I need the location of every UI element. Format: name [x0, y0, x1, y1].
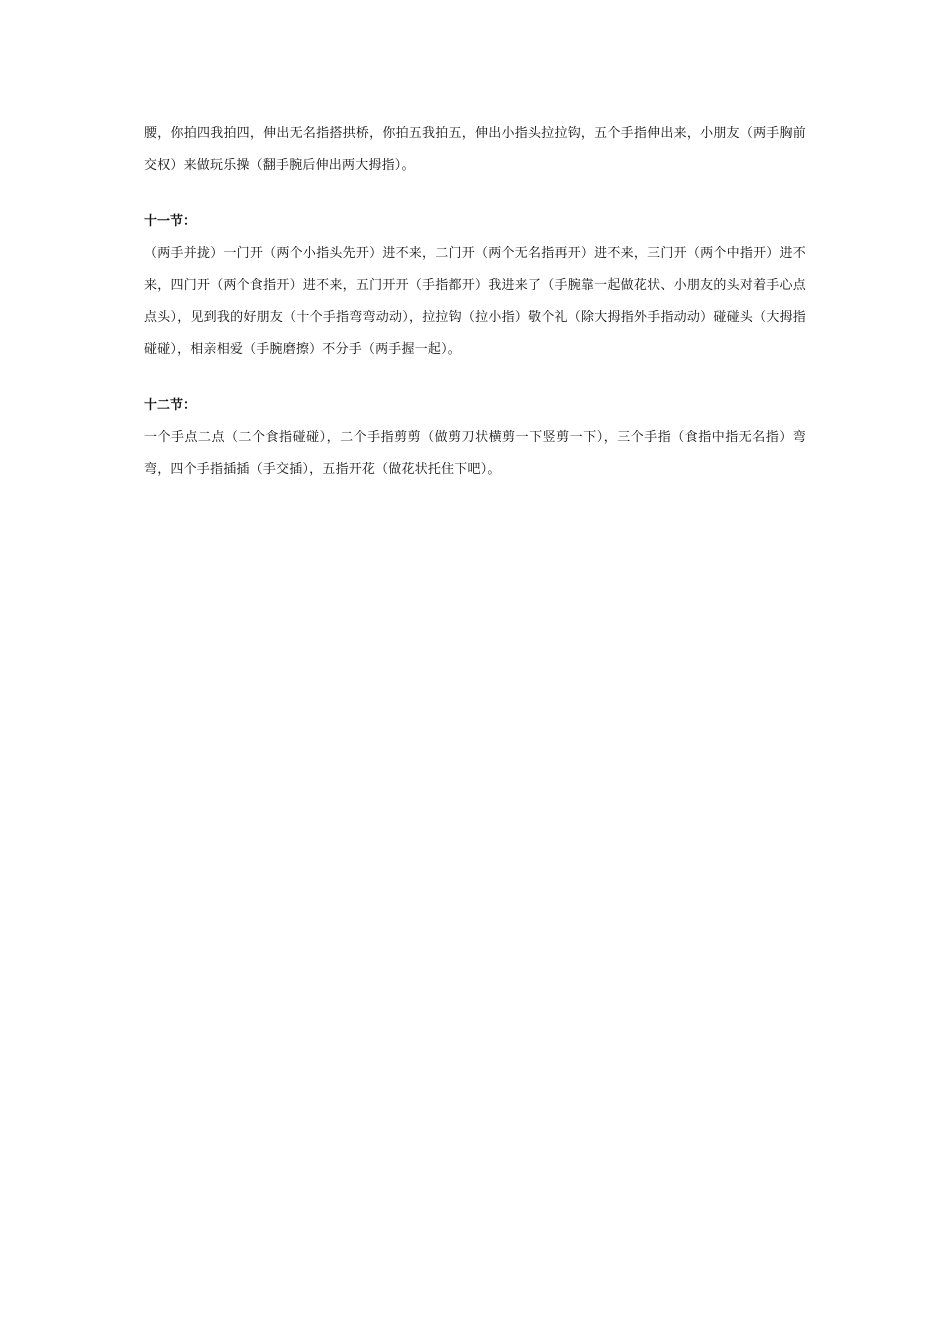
- document-body: [144, 118, 806, 486]
- section-twelve: [144, 390, 806, 486]
- intro-paragraph: 腰，你拍四我拍四，伸出无名指搭拱桥，你拍五我拍五，伸出小指头拉拉钩，五个手指伸出来，小朋友（两手胸前交权）来做玩乐操（翻手腕后伸出两大拇指）。: [144, 126, 806, 173]
- section-heading: 十二节：: [144, 398, 197, 413]
- section-eleven: [144, 206, 806, 366]
- section-paragraph: 一个手点二点（二个食指碰碰），二个手指剪剪（做剪刀状横剪一下竖剪一下），三个手指（食指中指无名指）弯弯，四个手指插插（手交插），五指开花（做花状托住下吧）。: [144, 430, 806, 477]
- section-heading: 十一节：: [144, 214, 197, 229]
- section-paragraph: （两手并拢）一门开（两个小指头先开）进不来，二门开（两个无名指再开）进不来，三门开（两个中指开）进不来，四门开（两个食指开）进不来，五门开开（手指都开）我进来了（手腕靠一起做花状、小朋友的头对着手心点点头），见到我的好朋友（十个手指弯弯动动），拉拉钩（拉小指）敬个礼（除大拇指外手指动动）碰碰头（大拇指碰碰），相亲相爱（手腕磨擦）不分手（两手握一起）。: [144, 246, 806, 357]
